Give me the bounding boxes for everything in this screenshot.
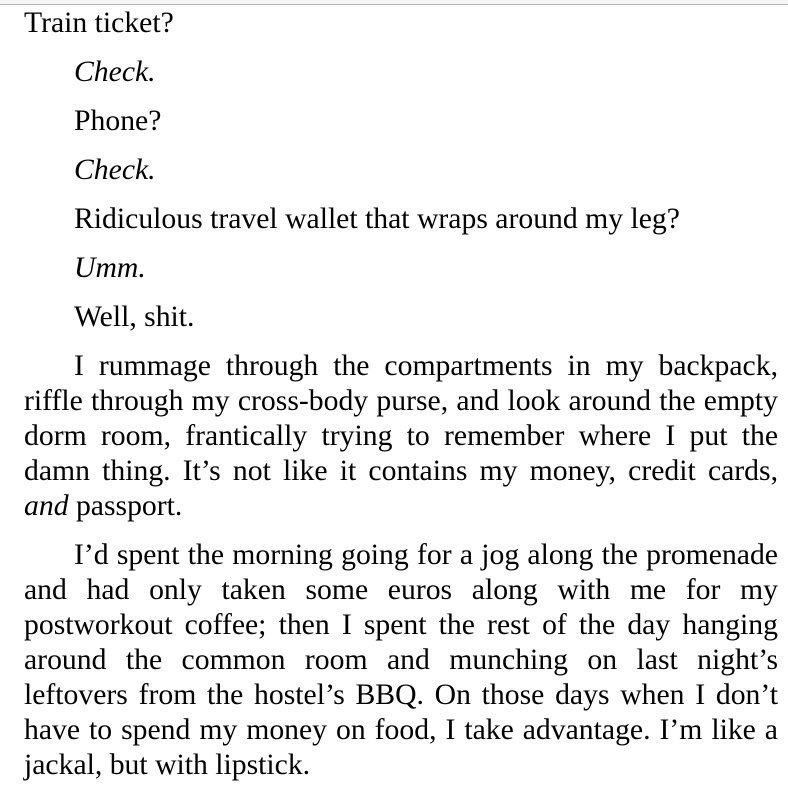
text-run: I’d spent the morning going for a jog along the promenade and had only taken some euros along with me for my postworkout coffee; then I spent the rest of the day hanging around the common room and munching on last night’s leftovers from the hostel’s BBQ. On those days when I don’t have to spend my money on food, I take advantage. I’m like a jackal, but with lipstick. [24, 539, 778, 781]
paragraph [24, 6, 778, 41]
text-column [0, 5, 788, 783]
italic-text-run: Check. [74, 56, 156, 88]
paragraph [24, 104, 778, 139]
text-run: Ridiculous travel wallet that wraps around my leg? [74, 203, 680, 235]
paragraph [24, 349, 778, 524]
text-run: Phone? [74, 105, 162, 137]
text-run: Train ticket? [24, 7, 174, 39]
paragraph [24, 251, 778, 286]
italic-text-run: Umm. [74, 252, 146, 284]
paragraph [24, 153, 778, 188]
italic-text-run: Check. [74, 154, 156, 186]
italic-text-run: and [24, 490, 69, 522]
paragraph [24, 202, 778, 237]
paragraph [24, 55, 778, 90]
text-run: Well, shit. [74, 301, 195, 333]
paragraph [24, 538, 778, 783]
text-run: I rummage through the compartments in my backpack, riffle through my cross-body purse, and look around the empty dorm room, frantically trying to remember where I put the damn thing. It’s not like it contains my money, credit cards, [24, 350, 778, 487]
text-run: passport. [68, 490, 183, 522]
paragraph [24, 300, 778, 335]
